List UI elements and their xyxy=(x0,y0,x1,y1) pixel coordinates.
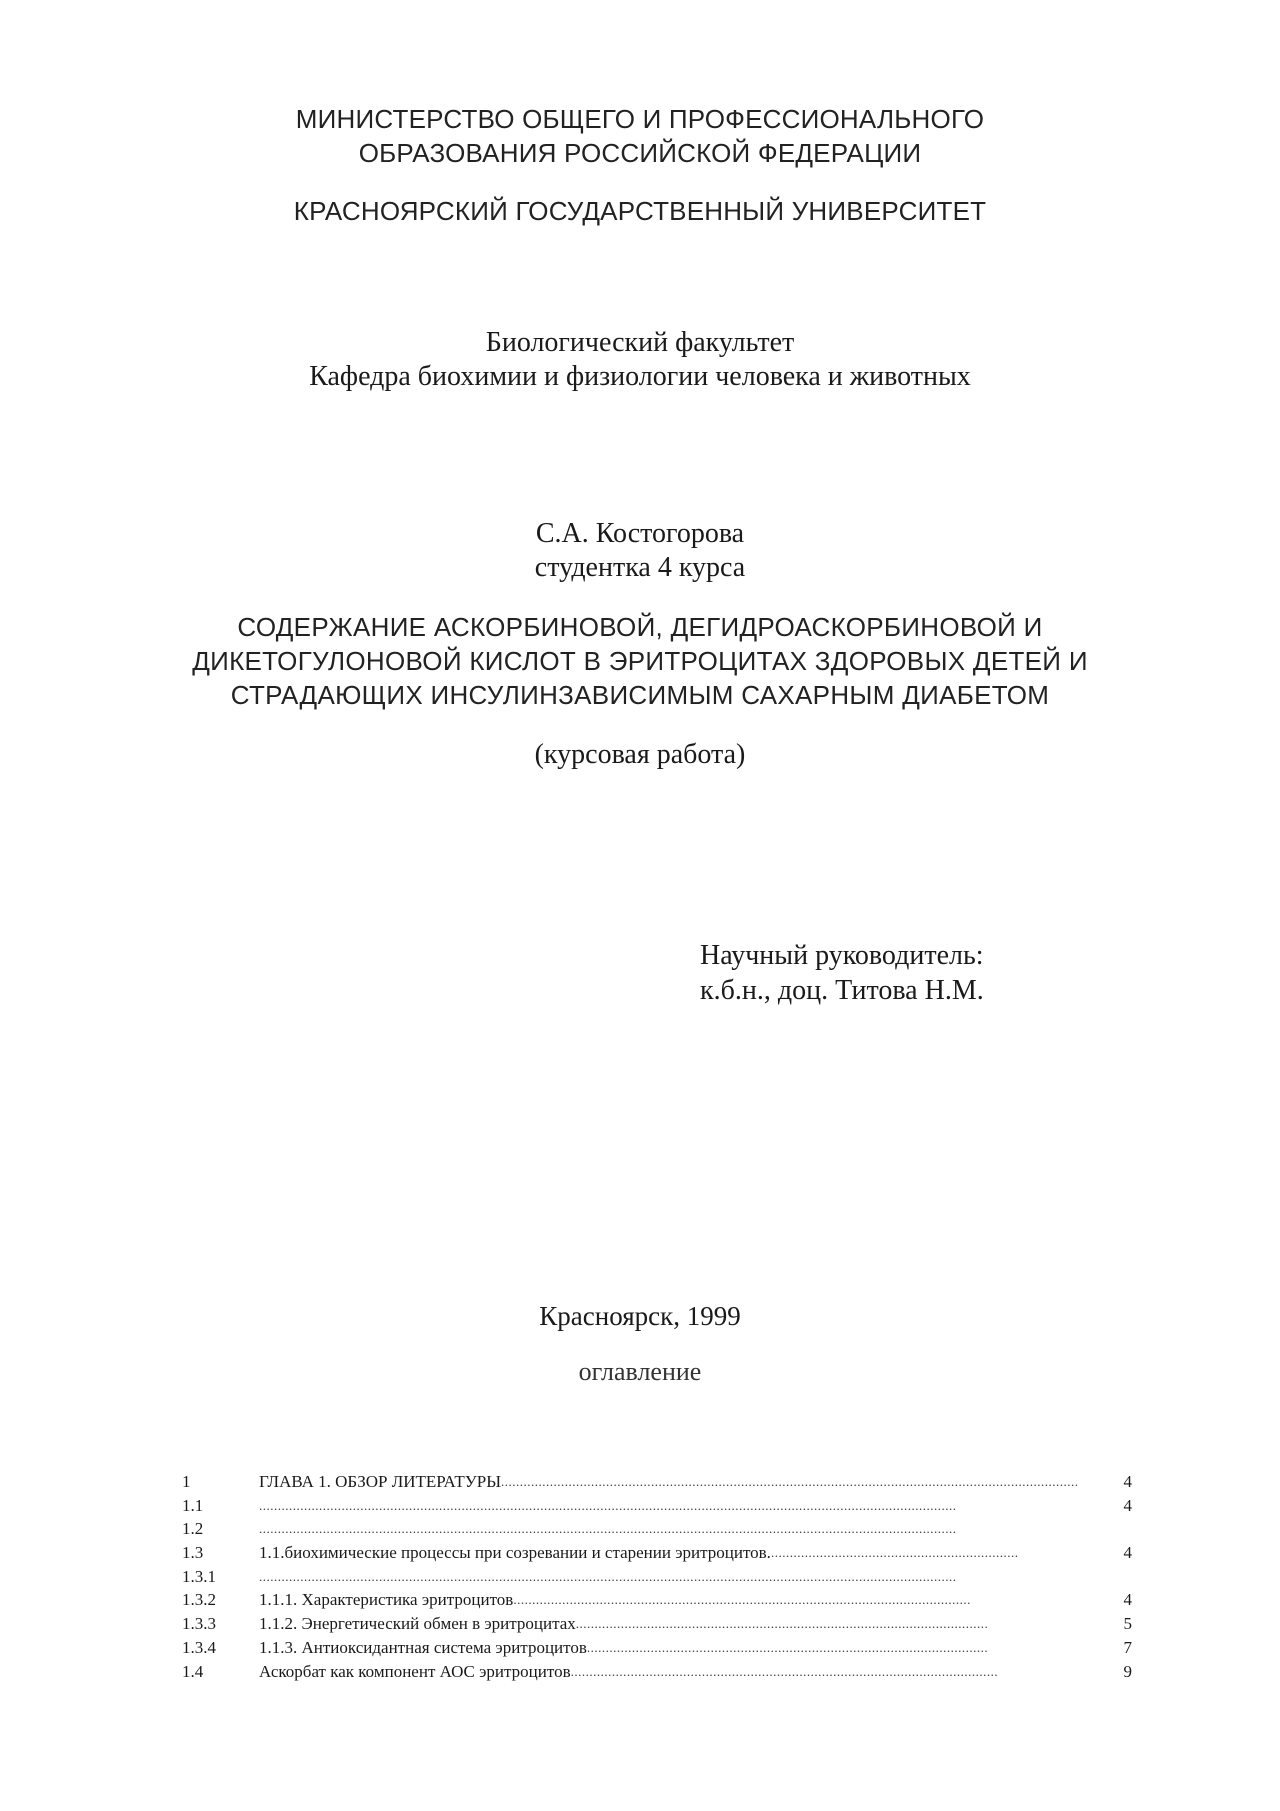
work-title-line-2: ДИКЕТОГУЛОНОВОЙ КИСЛОТ В ЭРИТРОЦИТАХ ЗДОРОВЫХ ДЕТЕЙ И xyxy=(192,646,1088,676)
toc-page-number: 7 xyxy=(1123,1637,1132,1657)
ministry-line-2: ОБРАЗОВАНИЯ РОССИЙСКОЙ ФЕДЕРАЦИИ xyxy=(358,138,922,168)
toc-number: 1.3.2 xyxy=(182,1590,216,1610)
work-title-line-1: СОДЕРЖАНИЕ АСКОРБИНОВОЙ, ДЕГИДРОАСКОРБИНОВОЙ И xyxy=(237,612,1043,642)
toc-row[interactable] xyxy=(182,1517,1132,1541)
toc-row[interactable] xyxy=(182,1470,1132,1494)
toc-title: 1.1.2. Энергетический обмен в эритроцитах xyxy=(259,1614,576,1634)
toc-leader: ........................................................................................................... xyxy=(586,1639,989,1655)
toc-title: 1.1.1. Характеристика эритроцитов xyxy=(259,1590,514,1610)
author-status: студентка 4 курса xyxy=(534,552,746,583)
toc-leader: .................................................................. xyxy=(770,1545,1019,1561)
toc-entry xyxy=(259,1494,1057,1518)
supervisor-name: к.б.н., доц. Титова Н.М. xyxy=(700,975,984,1006)
toc-row[interactable] xyxy=(182,1636,1132,1660)
toc-entry xyxy=(259,1541,1109,1565)
toc-row[interactable] xyxy=(182,1541,1132,1565)
toc-row[interactable] xyxy=(182,1494,1132,1518)
toc-number: 1.3.4 xyxy=(182,1637,216,1657)
toc-leader: .............................................................................................................. xyxy=(575,1616,989,1632)
toc-row[interactable] xyxy=(182,1565,1132,1589)
toc-page-number: 9 xyxy=(1123,1661,1132,1681)
toc-number: 1.3.3 xyxy=(182,1614,216,1634)
toc-title: 1.1.3. Антиоксидантная система эритроцитов xyxy=(259,1637,587,1657)
toc-title: Аскорбат как компонент АОС эритроцитов xyxy=(259,1661,571,1681)
toc-page-number: 4 xyxy=(1123,1495,1132,1515)
table-of-contents xyxy=(182,1470,1132,1683)
work-title-line-3: СТРАДАЮЩИХ ИНСУЛИНЗАВИСИМЫМ САХАРНЫМ ДИАБЕТОМ xyxy=(230,680,1050,710)
university-name: КРАСНОЯРСКИЙ ГОСУДАРСТВЕННЫЙ УНИВЕРСИТЕТ xyxy=(293,196,987,226)
toc-entry xyxy=(259,1612,1109,1636)
toc-number: 1.1 xyxy=(182,1495,204,1515)
toc-entry xyxy=(259,1565,1057,1589)
toc-entry xyxy=(259,1636,1109,1660)
toc-title: 1.1.биохимические процессы при созревании и старении эритроцитов. xyxy=(259,1543,771,1563)
toc-entry xyxy=(259,1470,1109,1494)
toc-leader: .......................................................................................................................................................................................... xyxy=(259,1521,957,1537)
toc-page-number: 4 xyxy=(1123,1590,1132,1610)
toc-entry xyxy=(259,1588,1109,1612)
toc-page-number: 4 xyxy=(1123,1472,1132,1491)
work-type: (курсовая работа) xyxy=(534,739,746,770)
toc-number: 1 xyxy=(182,1472,191,1491)
toc-leader: .................................................................................................................. xyxy=(570,1663,999,1679)
toc-leader: .......................................................................................................................................................................................... xyxy=(259,1568,957,1584)
toc-row[interactable] xyxy=(182,1612,1132,1636)
city-year: Красноярск, 1999 xyxy=(539,1301,741,1331)
toc-title: ГЛАВА 1. ОБЗОР ЛИТЕРАТУРЫ xyxy=(259,1472,502,1491)
toc-entry xyxy=(259,1660,1109,1684)
toc-page-number: 5 xyxy=(1123,1614,1132,1634)
department-name: Кафедра биохимии и физиологии человека и животных xyxy=(309,361,971,392)
toc-heading: оглавление xyxy=(578,1357,702,1386)
toc-number: 1.3 xyxy=(182,1543,204,1563)
toc-page-number: 4 xyxy=(1123,1543,1132,1563)
toc-row[interactable] xyxy=(182,1588,1132,1612)
faculty-name: Биологический факультет xyxy=(485,327,795,358)
toc-number: 1.2 xyxy=(182,1519,204,1539)
toc-leader: .......................................................................................................................... xyxy=(513,1592,971,1608)
toc-number: 1.3.1 xyxy=(182,1566,216,1586)
toc-leader: .......................................................................................................................................................................................... xyxy=(259,1497,957,1513)
toc-entry xyxy=(259,1517,1057,1541)
author-name: С.А. Костогорова xyxy=(535,518,745,549)
toc-leader: .......................................................................................................................................................... xyxy=(501,1474,1079,1489)
toc-number: 1.4 xyxy=(182,1661,204,1681)
ministry-line-1: МИНИСТЕРСТВО ОБЩЕГО И ПРОФЕССИОНАЛЬНОГО xyxy=(295,104,985,134)
supervisor-label: Научный руководитель: xyxy=(700,940,984,971)
toc-row[interactable] xyxy=(182,1660,1132,1684)
